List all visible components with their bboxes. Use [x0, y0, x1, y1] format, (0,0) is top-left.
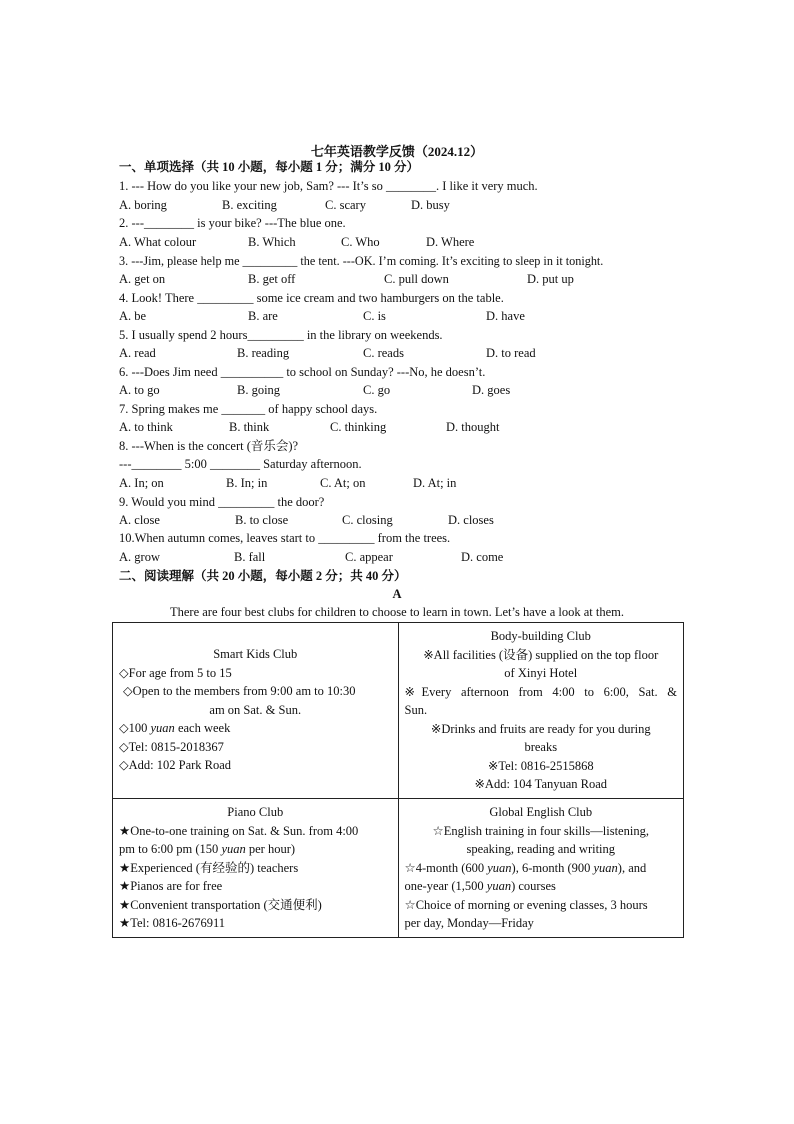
option-a: A. boring: [119, 198, 167, 212]
club-training-cont: pm to 6:00 pm (150 yuan per hour): [119, 842, 296, 857]
option-d: D. to read: [486, 346, 536, 360]
option-b: B. Which: [248, 235, 296, 249]
option-d: D. goes: [472, 383, 511, 397]
question-stem: 5. I usually spend 2 hours_________ in the library on weekends.: [119, 328, 443, 342]
club-hours: ※Every afternoon from 4:00 to 6:00, Sat. &: [404, 684, 677, 699]
question-options: [119, 345, 699, 362]
club-transport: ★Convenient transportation (交通便利): [119, 897, 322, 912]
question-stem: 7. Spring makes me _______ of happy school days.: [119, 402, 378, 416]
option-b: B. get off: [248, 272, 296, 286]
question-stem: 8. ---When is the concert (音乐会)?: [119, 439, 299, 453]
option-b: B. In; in: [226, 476, 268, 490]
question-stem: 4. Look! There _________ some ice cream and two hamburgers on the table.: [119, 291, 504, 305]
option-a: A. close: [119, 513, 160, 527]
question-stem: 10.When autumn comes, leaves start to _________ from the trees.: [119, 531, 451, 545]
table-row: [113, 799, 684, 938]
question-stem: 6. ---Does Jim need __________ to school on Sunday? ---No, he doesn’t.: [119, 365, 486, 379]
club-tel: ※Tel: 0816-2515868: [487, 758, 594, 773]
option-d: D. Where: [426, 235, 475, 249]
club-tel: ★Tel: 0816-2676911: [119, 916, 226, 931]
option-c: C. appear: [345, 550, 393, 564]
question-options: [119, 197, 699, 214]
option-d: D. closes: [448, 513, 494, 527]
club-training: ★One-to-one training on Sat. & Sun. from 4:00: [119, 823, 359, 838]
body-building-club-cell: [398, 623, 684, 799]
option-b: B. think: [229, 420, 270, 434]
club-drinks: ※Drinks and fruits are ready for you during: [430, 721, 651, 736]
option-b: B. fall: [234, 550, 266, 564]
question-stem: 2. ---________ is your bike? ---The blue one.: [119, 216, 346, 230]
option-c: C. closing: [342, 513, 393, 527]
club-hours-cont: Sun.: [404, 703, 428, 717]
option-c: C. is: [363, 309, 386, 323]
club-choice-cont: per day, Monday—Friday: [404, 916, 534, 931]
club-hours: ◇Open to the members from 9:00 am to 10:30: [123, 684, 356, 698]
option-b: B. to close: [235, 513, 289, 527]
question-stem: 3. ---Jim, please help me _________ the tent. ---OK. I’m coming. It’s exciting to sleep in it tonight.: [119, 254, 604, 268]
club-drinks-cont: breaks: [524, 740, 558, 754]
question-options: [119, 234, 699, 251]
option-a: A. grow: [119, 550, 160, 564]
option-a: A. to go: [119, 383, 160, 397]
global-english-club-cell: [398, 799, 684, 938]
club-facilities-cont: of Xinyi Hotel: [504, 666, 578, 680]
club-choice: ☆Choice of morning or evening classes, 3 hours: [404, 897, 648, 912]
club-name: Smart Kids Club: [213, 647, 298, 661]
club-courses: ☆4-month (600 yuan), 6-month (900 yuan), and: [404, 860, 647, 875]
club-teachers: ★Experienced (有经验的) teachers: [119, 860, 299, 875]
option-a: A. be: [119, 309, 147, 323]
club-name: Piano Club: [227, 805, 284, 820]
option-a: A. read: [119, 346, 156, 360]
smart-kids-club-cell: [113, 623, 399, 799]
option-c: C. At; on: [320, 476, 366, 490]
club-skills-cont: speaking, reading and writing: [466, 842, 616, 857]
option-d: D. At; in: [413, 476, 457, 490]
question-options: [119, 549, 699, 566]
club-tel: ◇Tel: 0815-2018367: [119, 739, 224, 754]
question-options: [119, 271, 699, 288]
option-c: C. thinking: [330, 420, 387, 434]
club-skills: ☆English training in four skills—listening,: [432, 823, 649, 838]
option-d: D. thought: [446, 420, 500, 434]
option-c: C. go: [363, 383, 391, 397]
club-pianos: ★Pianos are for free: [119, 879, 223, 894]
question-options: [119, 512, 699, 529]
option-a: A. get on: [119, 272, 166, 286]
club-name: Global English Club: [489, 805, 593, 820]
club-hours-cont: am on Sat. & Sun.: [209, 702, 302, 717]
option-a: A. to think: [119, 420, 173, 434]
option-c: C. reads: [363, 346, 404, 360]
question-stem-answer-line: ---________ 5:00 ________ Saturday afternoon.: [119, 457, 362, 471]
option-d: D. put up: [527, 272, 574, 286]
question-stem: 9. Would you mind _________ the door?: [119, 495, 325, 509]
page-title: 七年英语教学反馈（2024.12）: [310, 144, 484, 159]
question-options: [119, 308, 699, 325]
option-c: C. scary: [325, 198, 366, 212]
club-facilities: ※All facilities (设备) supplied on the top floor: [423, 647, 659, 662]
section1-heading: 一、单项选择（共 10 小题，每小题 1 分；满分 10 分）: [119, 160, 420, 174]
option-b: B. are: [248, 309, 278, 323]
option-a: A. What colour: [119, 235, 197, 249]
question-options: [119, 419, 699, 436]
option-a: A. In; on: [119, 476, 164, 490]
club-courses-cont: one-year (1,500 yuan) courses: [404, 879, 556, 894]
clubs-table: [112, 622, 684, 938]
question-options: [119, 475, 699, 492]
club-name: Body-building Club: [490, 629, 591, 643]
question-options: [119, 382, 699, 399]
option-b: B. going: [237, 383, 281, 397]
option-d: D. come: [461, 550, 504, 564]
club-address: ※Add: 104 Tanyuan Road: [474, 777, 608, 791]
option-b: B. exciting: [222, 198, 277, 212]
club-price: ◇100 yuan each week: [119, 721, 231, 735]
section2-heading: 二、阅读理解（共 20 小题，每小题 2 分；共 40 分）: [119, 569, 407, 583]
passage-intro: There are four best clubs for children to choose to learn in town. Let’s have a look at them.: [169, 605, 625, 619]
option-c: C. Who: [341, 235, 380, 249]
club-address: ◇Add: 102 Park Road: [119, 758, 232, 772]
option-d: D. busy: [411, 198, 450, 212]
question-stem: 1. --- How do you like your new job, Sam? --- It’s so ________. I like it very much.: [119, 179, 538, 193]
table-row: [113, 623, 684, 799]
passage-letter: A: [392, 587, 402, 601]
club-age: ◇For age from 5 to 15: [119, 665, 232, 680]
option-d: D. have: [486, 309, 525, 323]
option-b: B. reading: [237, 346, 290, 360]
option-c: C. pull down: [384, 272, 449, 286]
piano-club-cell: [113, 799, 399, 938]
